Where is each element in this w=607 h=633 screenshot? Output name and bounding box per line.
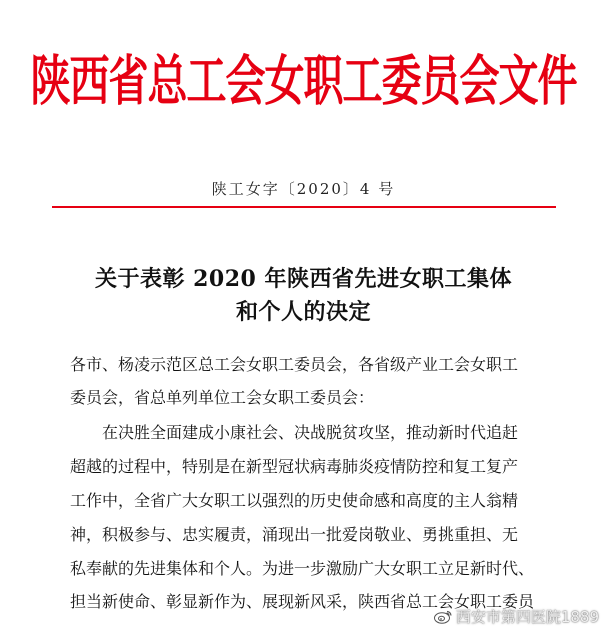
body-line: 私奉献的先进集体和个人。为进一步激励广大女职工立足新时代、 xyxy=(70,559,535,578)
watermark-text: 西安市第四医院1889 xyxy=(455,608,599,626)
body-line: 委员会，省总单列单位工会女职工委员会： xyxy=(70,388,375,407)
weibo-icon xyxy=(434,609,452,624)
body-line: 担当新使命、彰显新作为、展现新风采，陕西省总工会女职工委员 xyxy=(70,592,535,611)
body-line: 工作中，全省广大女职工以强烈的历史使命感和高度的主人翁精 xyxy=(70,491,519,510)
watermark xyxy=(434,606,599,627)
document-header-title: 陕西省总工会女职工委员会文件 xyxy=(30,49,577,113)
document-title-line-2: 和个人的决定 xyxy=(235,299,371,325)
body-line: 超越的过程中，特别是在新型冠状病毒肺炎疫情防控和复工复产 xyxy=(70,457,519,476)
body-line: 神，积极参与、忠实履责，涌现出一批爱岗敬业、勇挑重担、无 xyxy=(70,525,519,544)
body-line: 各市、杨凌示范区总工会女职工委员会，各省级产业工会女职工 xyxy=(70,355,519,374)
document-title-line-1: 关于表彰 2020 年陕西省先进女职工集体 xyxy=(94,266,513,292)
header-divider-red-line xyxy=(52,206,556,208)
body-line: 在决胜全面建成小康社会、决战脱贫攻坚，推动新时代追赶 xyxy=(70,423,519,442)
document-number: 陕工女字〔2020〕4 号 xyxy=(211,180,396,198)
